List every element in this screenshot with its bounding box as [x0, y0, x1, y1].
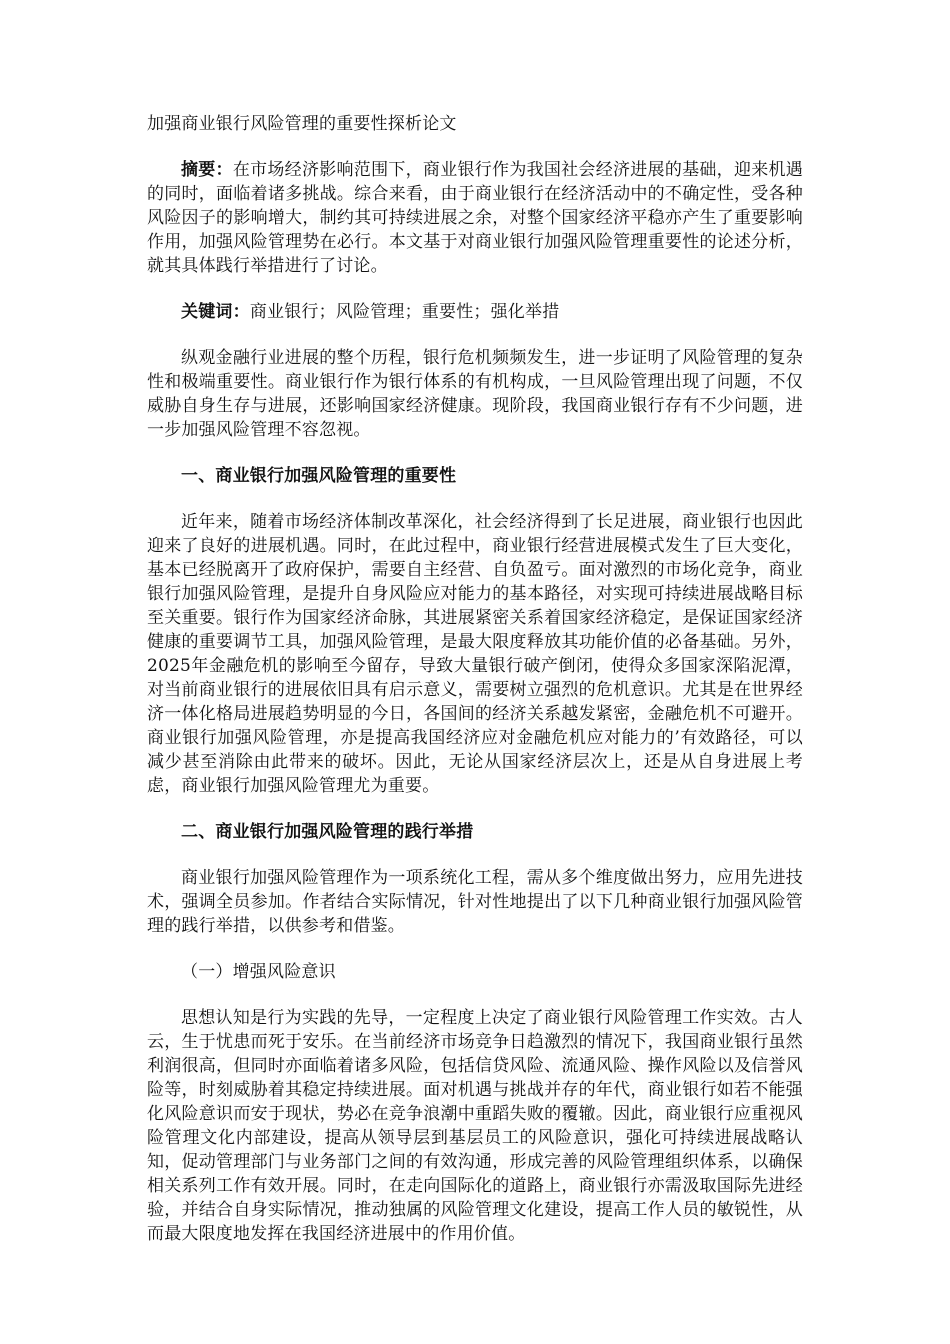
- keywords-label: 关键词：: [181, 302, 250, 322]
- subsection-1-heading: （一）增强风险意识: [181, 962, 336, 982]
- document-body: [147, 112, 803, 1268]
- subsection-1-paragraph: 思想认知是行为实践的先导，一定程度上决定了商业银行风险管理工作实效。古人云，生于忧患而死于安乐。在当前经济市场竞争日趋激烈的情况下，我国商业银行虽然利润很高，但同时亦面临着诸多风险，包括信贷风险、流通风险、操作风险以及信誉风险等，时刻威胁着其稳定持续进展。面对机遇与挑战并存的年代，商业银行如若不能强化风险意识而安于现状，势必在竞争浪潮中重蹈失败的覆辙。因此，商业银行应重视风险管理文化内部建设，提高从领导层到基层员工的风险意识，强化可持续进展战略认知，促动管理部门与业务部门之间的有效沟通，形成完善的风险管理组织体系，以确保相关系列工作有效开展。同时，在走向国际化的道路上，商业银行亦需汲取国际先进经验，并结合自身实际情况，推动独属的风险管理文化建设，提高工作人员的敏锐性，从而最大限度地发挥在我国经济进展中的作用价值。: [147, 1008, 803, 1244]
- keywords-line: [147, 300, 803, 324]
- abstract-paragraph: [147, 158, 803, 278]
- abstract-label: 摘要：: [181, 160, 233, 180]
- abstract-text: 在市场经济影响范围下，商业银行作为我国社会经济进展的基础，迎来机遇的同时，面临着诸多挑战。综合来看，由于商业银行在经济活动中的不确定性，受各种风险因子的影响增大，制约其可持续进展之余，对整个国家经济平稳亦产生了重要影响作用，加强风险管理势在必行。本文基于对商业银行加强风险管理重要性的论述分析，就其具体践行举措进行了讨论。: [147, 160, 803, 276]
- keywords-text: 商业银行；风险管理；重要性；强化举措: [249, 302, 560, 322]
- intro-paragraph: 纵观金融行业进展的整个历程，银行危机频频发生，进一步证明了风险管理的复杂性和极端重要性。商业银行作为银行体系的有机构成，一旦风险管理出现了问题，不仅威胁自身生存与进展，还影响国家经济健康。现阶段，我国商业银行存有不少问题，进一步加强风险管理不容忽视。: [147, 348, 803, 440]
- section-1-paragraph: 近年来，随着市场经济体制改革深化，社会经济得到了长足进展，商业银行也因此迎来了良好的进展机遇。同时，在此过程中，商业银行经营进展模式发生了巨大变化，基本已经脱离开了政府保护，需要自主经营、自负盈亏。面对激烈的市场化竞争，商业银行加强风险管理，是提升自身风险应对能力的基本路径，对实现可持续进展战略目标至关重要。银行作为国家经济命脉，其进展紧密关系着国家经济稳定，是保证国家经济健康的重要调节工具，加强风险管理，是最大限度释放其功能价值的必备基础。另外，2025年金融危机的影响至今留存，导致大量银行破产倒闭，使得众多国家深陷泥潭，对当前商业银行的进展依旧具有启示意义，需要树立强烈的危机意识。尤其是在世界经济一体化格局进展趋势明显的今日，各国间的经济关系越发紧密，金融危机不可避开。商业银行加强风险管理，亦是提高我国经济应对金融危机应对能力的’有效路径，可以减少甚至消除由此带来的破坏。因此，无论从国家经济层次上，还是从自身进展上考虑，商业银行加强风险管理尤为重要。: [147, 512, 803, 796]
- document-title: 加强商业银行风险管理的重要性探析论文: [147, 114, 457, 134]
- section-1-heading: 一、商业银行加强风险管理的重要性: [181, 466, 457, 486]
- section-2-heading: 二、商业银行加强风险管理的践行举措: [181, 822, 474, 842]
- section-2-paragraph: 商业银行加强风险管理作为一项系统化工程，需从多个维度做出努力，应用先进技术，强调全员参加。作者结合实际情况，针对性地提出了以下几种商业银行加强风险管理的践行举措，以供参考和借鉴。: [147, 868, 803, 936]
